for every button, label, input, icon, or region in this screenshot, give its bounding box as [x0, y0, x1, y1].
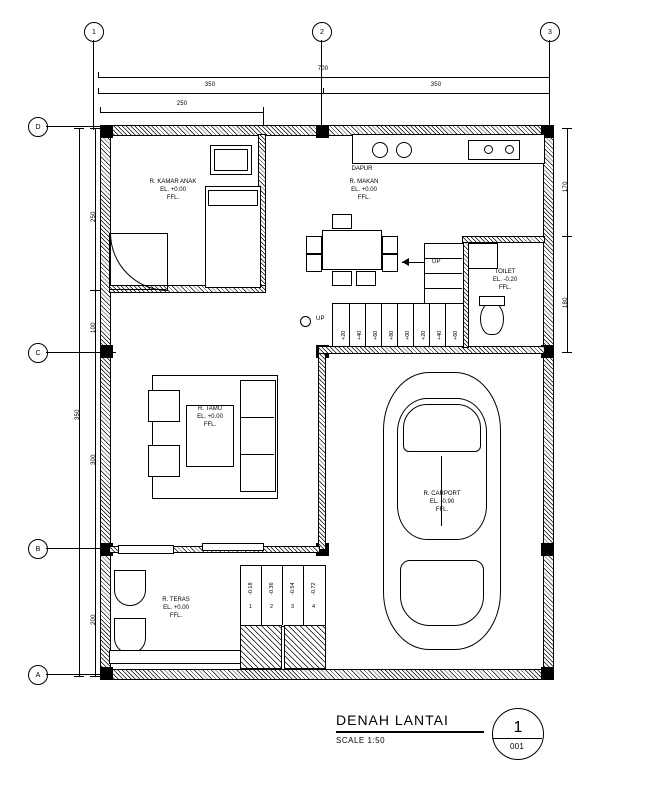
room-name: R. TERAS — [162, 597, 190, 603]
column — [100, 345, 113, 358]
sheet-code: 001 — [510, 742, 524, 751]
room-label-makan — [324, 178, 404, 202]
room-elevation: EL. +0.00 — [351, 187, 377, 194]
stair-tread — [424, 258, 462, 259]
column — [541, 667, 554, 680]
dining-chair — [306, 254, 322, 272]
wardrobe-inner — [214, 149, 248, 171]
room-ffl: FFL. — [435, 507, 449, 514]
dim-tick — [74, 128, 84, 129]
drawing-scale: SCALE 1:50 — [336, 736, 386, 745]
dim-tick — [90, 548, 100, 549]
interior-wall-carport-left — [318, 352, 326, 550]
sheet-number-bubble — [492, 708, 544, 760]
grid-bubble-label: 3 — [548, 28, 552, 36]
grid-axis-1 — [93, 40, 94, 130]
sink-drain-icon — [484, 145, 493, 154]
room-ffl: FFL. — [357, 195, 371, 202]
grid-bubble-left-a — [28, 665, 48, 685]
room-ffl: FFL. — [203, 422, 217, 429]
grid-bubble-top-2 — [312, 22, 332, 42]
dining-table — [322, 230, 382, 270]
title-block-divider — [492, 738, 542, 739]
room-elevation: EL. +0.00 — [163, 605, 189, 612]
room-name: R. MAKAN — [349, 179, 379, 185]
shower-tray — [468, 243, 498, 269]
step-number: 3 — [291, 604, 295, 610]
grid-bubble-label: D — [35, 123, 41, 131]
dining-chair — [356, 271, 376, 286]
dim-tick — [562, 352, 572, 353]
stair-riser-level: +60 — [373, 330, 379, 340]
dim-top-overall-label: 700 — [317, 66, 329, 72]
stair-riser-level: +80 — [389, 330, 395, 340]
toilet-wc-icon — [480, 303, 504, 335]
column — [100, 125, 113, 138]
dim-tick — [90, 676, 100, 677]
stove-burner-icon — [396, 142, 412, 158]
dim-tick — [323, 88, 324, 94]
dim-tick — [562, 128, 572, 129]
drawing-title: DENAH LANTAI — [336, 712, 449, 728]
stair-arrowhead-top — [402, 258, 409, 266]
grid-bubble-label: 2 — [320, 28, 324, 36]
dining-chair — [382, 236, 398, 254]
dim-tick — [98, 72, 99, 78]
wc-cistern — [479, 296, 505, 306]
dim-tick — [549, 88, 550, 94]
grid-bubble-label: A — [35, 671, 41, 679]
interior-wall-toilet-top — [462, 236, 545, 243]
stair-riser-level: +20 — [421, 330, 427, 340]
stair-riser-level: +40 — [357, 330, 363, 340]
planter-box — [284, 625, 326, 669]
dim-tick — [549, 72, 550, 78]
exterior-wall-right — [543, 125, 554, 680]
grid-bubble-left-b — [28, 539, 48, 559]
stair-tread — [424, 288, 462, 289]
sofa — [240, 380, 276, 492]
room-ffl: FFL. — [166, 195, 180, 202]
step-level: -0.36 — [269, 582, 275, 595]
entry-door-threshold — [202, 543, 264, 551]
exterior-wall-bottom — [100, 669, 554, 680]
dining-chair — [306, 236, 322, 254]
room-ffl: FFL. — [169, 613, 183, 620]
dim-top-sub-line — [100, 112, 263, 113]
step-level: -0.18 — [248, 582, 254, 595]
room-label-carport — [400, 490, 484, 514]
room-label-tamu — [172, 405, 248, 429]
dim-tick — [562, 236, 572, 237]
staircase-lower — [332, 303, 464, 347]
step-number: 4 — [312, 604, 316, 610]
dim-tick — [90, 352, 100, 353]
teras-chair — [114, 570, 146, 606]
grid-axis-2 — [321, 40, 322, 130]
stair-up-label-top: UP — [432, 259, 441, 265]
grid-bubble-label: 1 — [92, 28, 96, 36]
room-name: R. CARPORT — [423, 491, 461, 497]
bedroom-door-swing — [109, 233, 166, 290]
stair-tread — [424, 273, 462, 274]
dim-left-overall-line — [79, 128, 80, 676]
column — [100, 667, 113, 680]
grid-bubble-label: B — [35, 545, 41, 553]
stair-riser-level: +20 — [341, 330, 347, 340]
exterior-wall-left — [100, 125, 111, 680]
interior-wall-dining-bottom — [318, 346, 545, 354]
dim-tick — [90, 290, 100, 291]
column — [541, 543, 554, 556]
teras-chair — [114, 618, 146, 654]
room-label-dapur — [332, 165, 392, 173]
stair-newel-post-icon — [300, 316, 311, 327]
grid-bubble-top-1 — [84, 22, 104, 42]
dining-chair — [332, 214, 352, 229]
dim-left-overall-label: 350 — [75, 409, 81, 420]
dim-tick — [74, 676, 84, 677]
step-edge — [261, 565, 262, 625]
car-rear-outline — [400, 560, 484, 626]
sheet-number: 1 — [513, 719, 523, 736]
dining-chair — [332, 271, 352, 286]
grid-bubble-label: C — [35, 349, 41, 357]
room-ffl: FFL. — [498, 285, 512, 292]
sofa-seat-division — [240, 454, 274, 455]
stair-riser-level: +60 — [453, 330, 459, 340]
grid-bubble-left-d — [28, 117, 48, 137]
step-level: -0.54 — [290, 582, 296, 595]
room-name: DAPUR — [351, 166, 373, 172]
dim-left-seg3-label: 300 — [91, 454, 97, 465]
grid-axis-3 — [549, 40, 550, 130]
bedroom-door-leaf — [109, 233, 164, 234]
stove-burner-icon — [372, 142, 388, 158]
dim-left-seg1-label: 250 — [91, 211, 97, 222]
room-elevation: EL. +0.00 — [160, 187, 186, 194]
dim-top-seg2-label: 350 — [430, 82, 442, 88]
step-edge — [303, 565, 304, 625]
sink-tap-icon — [505, 145, 514, 154]
room-label-teras — [140, 596, 212, 620]
room-elevation: EL. +0.00 — [197, 414, 223, 421]
planter-box — [240, 625, 282, 669]
room-elevation: EL. -0.90 — [429, 499, 455, 506]
step-edge — [282, 565, 283, 625]
staircase-upper — [424, 243, 464, 305]
step-level: -0.72 — [311, 582, 317, 595]
room-name: TOILET — [494, 269, 516, 275]
grid-bubble-left-c — [28, 343, 48, 363]
dim-top-sub-label: 250 — [176, 101, 188, 107]
dim-top-overall-line — [98, 77, 549, 78]
room-label-kamar-anak — [118, 178, 228, 202]
grid-bubble-top-3 — [540, 22, 560, 42]
room-elevation: EL. -0.20 — [492, 277, 518, 284]
room-name: R. KAMAR ANAK — [149, 179, 197, 185]
column — [316, 125, 329, 138]
dim-left-seg4-label: 200 — [91, 614, 97, 625]
teras-railing — [109, 650, 241, 664]
armchair — [148, 445, 180, 477]
step-number: 2 — [270, 604, 274, 610]
room-name: R. TAMU — [197, 406, 223, 412]
stair-riser-level: +00 — [405, 330, 411, 340]
dim-tick — [90, 128, 100, 129]
dim-tick — [98, 88, 99, 94]
stair-riser-level: +40 — [437, 330, 443, 340]
stair-up-label-bottom: UP — [316, 316, 325, 322]
window-opening — [118, 545, 174, 554]
dim-tick — [100, 107, 101, 113]
room-label-toilet — [470, 268, 540, 292]
car-windshield — [403, 404, 481, 452]
entry-steps — [240, 565, 326, 627]
dim-top-seg1-label: 350 — [204, 82, 216, 88]
step-number: 1 — [249, 604, 253, 610]
dim-right-seg1-label: 170 — [563, 181, 569, 192]
dim-left-seg2-label: 100 — [91, 322, 97, 333]
dim-right-line — [567, 128, 568, 352]
dining-chair — [382, 254, 398, 272]
dim-right-seg2-label: 180 — [563, 297, 569, 308]
